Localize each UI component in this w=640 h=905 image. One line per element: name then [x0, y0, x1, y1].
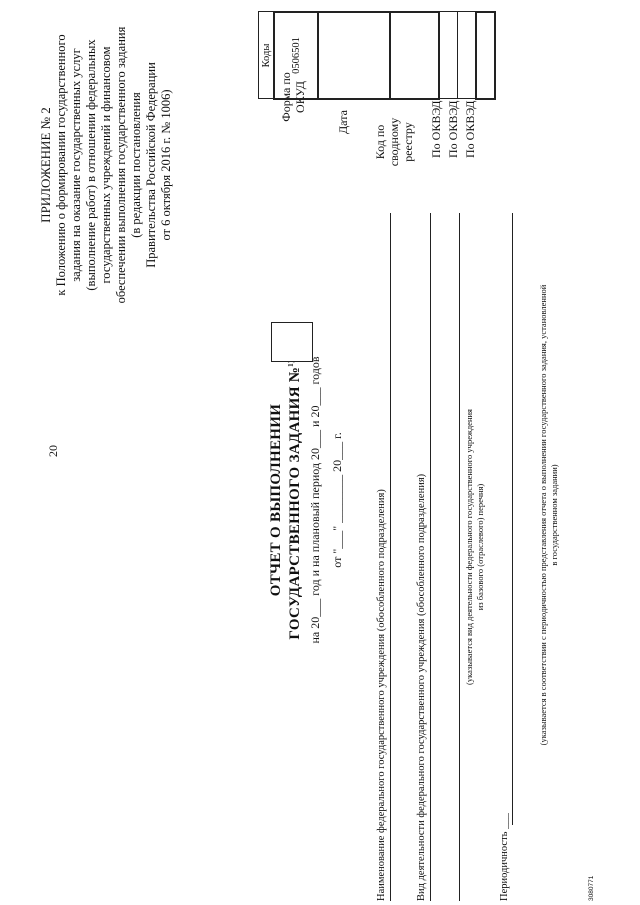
report-title-line1: ОТЧЕТ О ВЫПОЛНЕНИИ [268, 403, 284, 597]
appendix-line: государственных учреждений и финансовом [99, 46, 113, 284]
code-date[interactable] [318, 12, 390, 99]
codes-table [258, 11, 496, 100]
activity-line [430, 213, 431, 901]
activity-line-2 [459, 213, 460, 901]
page-number: 20 [46, 445, 60, 457]
appendix-line: Правительства Российской Федерации [144, 62, 158, 268]
report-number-box[interactable] [271, 322, 313, 362]
activity-hint-1: (указывается вид деятельности федерального государственного учреждения [464, 409, 474, 685]
codes-header: Коды [259, 12, 275, 99]
institution-line [390, 213, 391, 901]
periodicity-hint-1: (указывается в соответствии с периодичностью представления отчета о выполнении государственного задания, установленной [538, 284, 548, 746]
activity-label: Вид деятельности федерального государственного учреждения (обособленного подразделения) [416, 473, 427, 901]
footer-code: 3080771 [588, 875, 595, 901]
okved-label-1: По ОКВЭД [429, 100, 443, 158]
report-title-text: ГОСУДАРСТВЕННОГО ЗАДАНИЯ № [287, 366, 303, 640]
code-okved-2[interactable] [458, 12, 477, 99]
periodicity-line [512, 213, 513, 825]
appendix-line: (в редакции постановления [129, 92, 143, 238]
activity-hint-2: из базового (отраслевого) перечня) [475, 483, 485, 611]
periodicity-label: Периодичность ___ [499, 813, 510, 901]
code-okved-1[interactable] [439, 12, 458, 99]
appendix-line: обеспечении выполнения государственного задания [114, 26, 128, 304]
appendix-block [38, 15, 174, 315]
appendix-line: к Положению о формировании государственного [54, 34, 68, 296]
appendix-line: задания на оказание государственных услуг [69, 48, 83, 282]
code-registry[interactable] [390, 12, 439, 99]
form-okud-label: Форма по ОКУД [279, 72, 307, 122]
code-okud[interactable]: 0506501 [274, 12, 318, 99]
report-title-line2 [287, 335, 304, 665]
appendix-line: от 6 октября 2016 г. № 1006) [159, 89, 173, 241]
code-okved-3[interactable] [476, 12, 495, 99]
periodicity-hint-2: в государственном задании) [549, 464, 559, 566]
okved-label-2: По ОКВЭД [446, 100, 460, 158]
period-line: на 20___ год и на плановый период 20___ и 20___ годов [308, 356, 322, 644]
institution-label: Наименование федерального государственного учреждения (обособленного подразделения) [376, 489, 387, 901]
date-line: от "___" ________ 20___ г. [330, 432, 344, 568]
appendix-line: (выполнение работ) в отношении федеральных [84, 39, 98, 291]
registry-label: Код по сводному реестру [373, 117, 415, 167]
appendix-title: ПРИЛОЖЕНИЕ № 2 [38, 107, 53, 223]
title-superscript: 1) [287, 360, 295, 367]
okved-label-3: По ОКВЭД [463, 100, 477, 158]
date-label: Дата [336, 110, 350, 134]
